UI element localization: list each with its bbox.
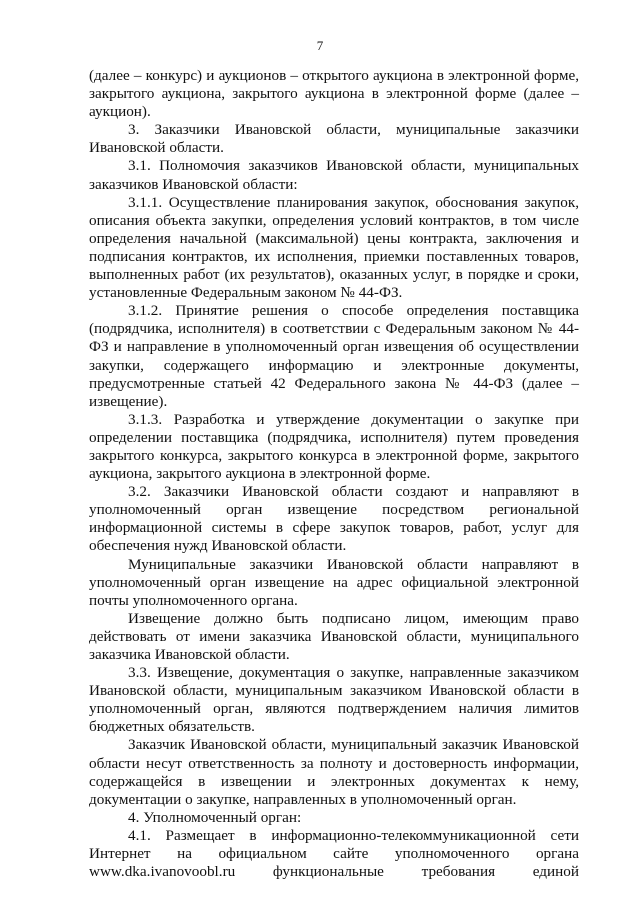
paragraph-3-1-3: 3.1.3. Разработка и утверждение документации о закупке при определении поставщика (подрядчика, исполнителя) путем проведения закрытого конкурса, закрытого конкурса в электронной форме, закрытого аукциона, закрытого аукциона в электронной форме. — [89, 410, 579, 483]
paragraph-responsibility: Заказчик Ивановской области, муниципальный заказчик Ивановской области несут ответственность за полноту и достоверность информации, содержащейся в извещении и электронных документах к нему, документации о закупке, направленных в уполномоченный орган. — [89, 736, 579, 808]
paragraph-section-4: 4. Уполномоченный орган: — [128, 808, 302, 826]
paragraph-3-3: 3.3. Извещение, документация о закупке, направленные заказчиком Ивановской области, муниципальным заказчиком Ивановской области в уполномоченный орган, являются подтверждением наличия лимитов бюджетных обязательств. — [89, 664, 579, 736]
paragraph-3-1: 3.1. Полномочия заказчиков Ивановской области, муниципальных заказчиков Ивановской области: — [89, 157, 579, 193]
paragraph-3-1-2: 3.1.2. Принятие решения о способе определения поставщика (подрядчика, исполнителя) в соответствии с Федеральным законом № 44-ФЗ и направление в уполномоченный орган извещения об осуществлении закупки, содержащего информацию и электронные документы, предусмотренные статьей 42 Федерального закона № 44-ФЗ (далее – извещение). — [89, 302, 579, 410]
paragraph-section-3: 3. Заказчики Ивановской области, муниципальные заказчики Ивановской области. — [89, 121, 579, 157]
page-number: 7 — [316, 38, 324, 53]
paragraph-municipal-customers: Муниципальные заказчики Ивановской области направляют в уполномоченный орган извещение на адрес официальной электронной почты уполномоченного органа. — [89, 555, 579, 609]
paragraph-3-2: 3.2. Заказчики Ивановской области создают и направляют в уполномоченный орган извещение посредством региональной информационной системы в сфере закупок товаров, работ, услуг для обеспечения нужд Ивановской области. — [89, 483, 579, 555]
document-body — [89, 67, 579, 881]
paragraph-3-1-1: 3.1.1. Осуществление планирования закупок, обоснования закупок, описания объекта закупки, определения условий контрактов, в том числе определения начальной (максимальной) цены контракта, заключения и подписания контрактов, их исполнения, приемки поставленных товаров, выполненных работ (их результатов), оказанных услуг, в порядке и сроки, установленные Федеральным законом № 44-ФЗ. — [89, 193, 579, 302]
paragraph-notice-signature: Извещение должно быть подписано лицом, имеющим право действовать от имени заказчика Ивановской области, муниципального заказчика Ивановской области. — [89, 609, 579, 663]
paragraph-4-1: 4.1. Размещает в информационно-телекоммуникационной сети Интернет на официальном сайте уполномоченного органа www.dka.ivanovoobl.ru функциональные требования единой — [89, 826, 579, 881]
paragraph-continuation: (далее – конкурс) и аукционов – открытого аукциона в электронной форме, закрытого аукциона, закрытого аукциона в электронной форме (далее – аукцион). — [89, 67, 579, 121]
